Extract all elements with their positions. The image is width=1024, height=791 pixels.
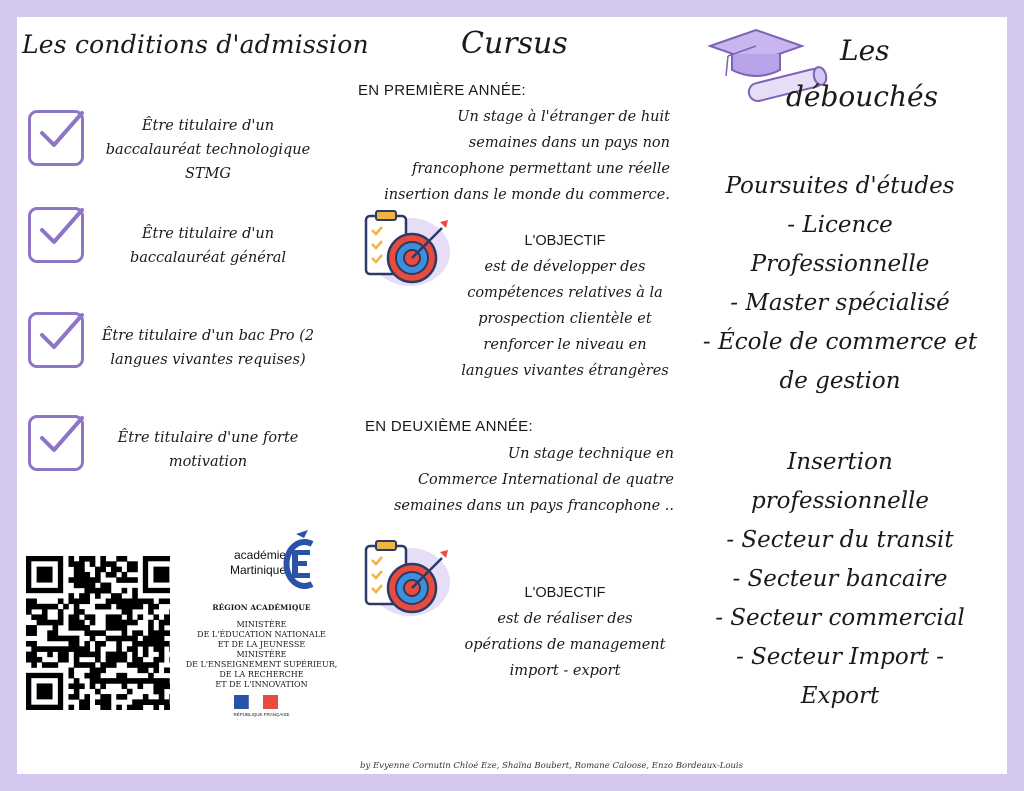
text-line: motivation: [168, 454, 248, 470]
cursus-title: Cursus: [461, 26, 568, 61]
footer-credits: by Evyenne Cornutin Chloé Eze, Shaïna Boubert, Romane Caloose, Enzo Bordeaux-Louis: [360, 761, 744, 771]
text-line: - Licence: [787, 212, 893, 238]
republique-text: RÉPUBLIQUE FRANÇAISE: [233, 712, 290, 717]
target-checklist-icon: [360, 208, 452, 290]
text-line: compétences relatives à la: [467, 285, 663, 301]
ministere-text: [170, 620, 353, 690]
text-line: - Secteur du transit: [726, 527, 954, 553]
debouches-title-line1: Les: [840, 34, 890, 67]
admission-condition: [100, 114, 316, 186]
checkbox-icon: [28, 110, 84, 166]
text-line: Export: [800, 683, 880, 709]
text-line: - Secteur commercial: [715, 605, 965, 631]
checkmark-icon: [34, 200, 90, 256]
academie-e-emblem: [282, 530, 322, 592]
text-line: langues vivantes étrangères: [461, 363, 669, 379]
checkbox-icon: [28, 415, 84, 471]
poursuites-etudes: [700, 167, 980, 401]
text-line: professionnelle: [750, 488, 930, 514]
text-line: Être titulaire d'un bac Pro (2: [101, 328, 315, 344]
text-line: DE LA RECHERCHE: [219, 670, 304, 679]
text-line: Professionnelle: [750, 251, 930, 277]
academie-word: académie: [234, 548, 287, 562]
text-line: insertion dans le monde du commerce.: [384, 187, 670, 203]
objective-heading: L'OBJECTIF: [524, 585, 606, 601]
text-line: MINISTÈRE: [236, 620, 287, 629]
admission-condition: [100, 222, 316, 270]
year1-objective: [440, 228, 690, 384]
text-line: semaines dans un pays non: [468, 135, 670, 151]
text-line: ET DE L'INNOVATION: [215, 680, 308, 689]
text-line: Un stage technique en: [507, 446, 674, 462]
year2-objective: [440, 580, 690, 684]
text-line: DE L'ENSEIGNEMENT SUPÉRIEUR,: [185, 660, 338, 669]
academie-logo: [170, 512, 353, 732]
text-line: de gestion: [779, 368, 901, 394]
checkmark-icon: [34, 305, 90, 361]
text-line: opérations de management: [464, 637, 666, 653]
text-line: - Secteur Import -: [735, 644, 945, 670]
text-line: renforcer le niveau en: [483, 337, 647, 353]
text-line: Un stage à l'étranger de huit: [457, 109, 670, 125]
target-checklist-icon: [360, 538, 452, 620]
checkmark-icon: [34, 408, 90, 464]
admission-condition: [100, 426, 316, 474]
text-line: Être titulaire d'un: [141, 118, 275, 134]
text-line: prospection clientèle et: [478, 311, 652, 327]
academie-wordmark: [230, 548, 286, 578]
checkbox-icon: [28, 312, 84, 368]
text-line: ET DE LA JEUNESSE: [217, 640, 306, 649]
text-line: semaines dans un pays francophone ..: [393, 498, 674, 514]
text-line: Être titulaire d'une forte: [117, 430, 299, 446]
text-line: - Secteur bancaire: [732, 566, 948, 592]
debouches-title-line2: débouchés: [786, 80, 938, 113]
text-line: Poursuites d'études: [725, 173, 955, 199]
text-line: baccalauréat général: [129, 250, 287, 266]
insertion-professionnelle: [700, 443, 980, 716]
admission-condition: [100, 324, 316, 372]
text-line: - Master spécialisé: [730, 290, 950, 316]
year2-label: EN DEUXIÈME ANNÉE:: [365, 418, 533, 435]
text-line: MINISTÈRE: [236, 650, 287, 659]
checkmark-icon: [34, 103, 90, 159]
text-line: est de réaliser des: [497, 611, 633, 627]
text-line: Commerce International de quatre: [417, 472, 674, 488]
text-line: francophone permettant une réelle: [411, 161, 670, 177]
text-line: Être titulaire d'un: [141, 226, 275, 242]
marianne-flag-icon: [234, 695, 278, 709]
text-line: - École de commerce et: [702, 329, 978, 355]
year1-description: [350, 104, 670, 208]
text-line: est de développer des: [484, 259, 646, 275]
text-line: DE L'ÉDUCATION NATIONALE: [197, 630, 326, 639]
text-line: STMG: [184, 166, 232, 182]
checkbox-icon: [28, 207, 84, 263]
text-line: Insertion: [787, 449, 893, 475]
text-line: baccalauréat technologique: [105, 142, 311, 158]
admission-title: Les conditions d'admission: [22, 30, 369, 59]
region-academique: RÉGION ACADÉMIQUE: [212, 603, 311, 612]
martinique-word: Martinique: [230, 563, 287, 577]
year1-label: EN PREMIÈRE ANNÉE:: [358, 82, 526, 99]
text-line: import - export: [509, 663, 621, 679]
qr-code: [26, 556, 180, 710]
year2-description: [350, 441, 674, 519]
text-line: langues vivantes requises): [110, 352, 306, 368]
objective-heading: L'OBJECTIF: [524, 233, 606, 249]
